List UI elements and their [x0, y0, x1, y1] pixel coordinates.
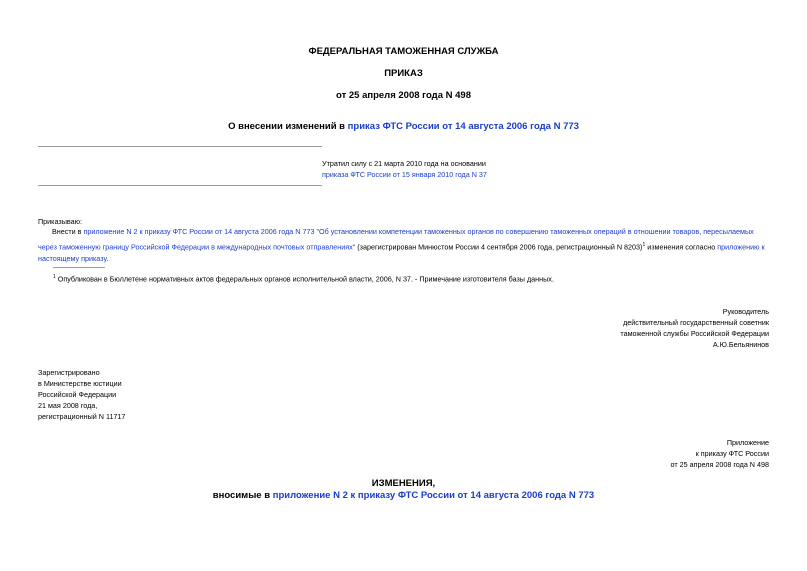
- appendix-line: от 25 апреля 2008 года N 498: [670, 460, 769, 469]
- changes-heading: ИЗМЕНЕНИЯ,: [371, 478, 436, 489]
- agency-name: ФЕДЕРАЛЬНАЯ ТАМОЖЕННАЯ СЛУЖБА: [308, 46, 499, 57]
- registration-line: Зарегистрировано: [38, 368, 100, 377]
- registration-line: 21 мая 2008 года,: [38, 401, 98, 410]
- signature-block: [420, 306, 769, 350]
- p1-mid: (зарегистрирован Минюстом России 4 сентября 2006 года, регистрационный N 8203): [355, 241, 643, 251]
- signature-line: А.Ю.Бельянинов: [712, 340, 769, 349]
- footnote-rule: [53, 267, 105, 268]
- status-rule-bottom: [38, 185, 322, 186]
- p1-start: Внести в: [52, 227, 84, 236]
- registration-block: [38, 367, 125, 422]
- document-title: [0, 121, 807, 132]
- appendix-line: к приказу ФТС России: [695, 449, 769, 458]
- order-word: Приказываю:: [38, 217, 82, 226]
- status-note-text: Утратил силу с 21 марта 2010 года на основании: [322, 159, 486, 168]
- status-rule-top: [38, 146, 322, 147]
- body-paragraph: [38, 226, 770, 266]
- p1-end: .: [106, 254, 109, 264]
- registration-line: Российской Федерации: [38, 390, 117, 399]
- p1-after: изменения согласно: [645, 241, 718, 251]
- signature-line: действительный государственный советник: [623, 318, 769, 327]
- footnote: [53, 272, 773, 284]
- title-prefix: О внесении изменений в: [228, 121, 348, 132]
- appendix-block: [420, 437, 769, 470]
- changes-sub-link[interactable]: приложение N 2 к приказу ФТС России от 14 августа 2006 года N 773: [272, 490, 595, 501]
- changes-subheading: [0, 490, 807, 501]
- footnote-text: Опубликован в Бюллетене нормативных актов федеральных органов исполнительной власти, 2006, N 37. - Примечание изготовителя базы данных.: [55, 274, 554, 284]
- document-type: ПРИКАЗ: [384, 68, 423, 79]
- signature-line: Руководитель: [722, 307, 769, 316]
- p1-link-attachment[interactable]: приложению к настоящему приказу: [38, 241, 765, 264]
- registration-line: в Министерстве юстиции: [38, 379, 122, 388]
- document-date: от 25 апреля 2008 года N 498: [336, 90, 471, 101]
- footnote-mark: 1: [53, 274, 56, 280]
- appendix-line: Приложение: [726, 438, 769, 447]
- title-link[interactable]: приказ ФТС России от 14 августа 2006 года N 773: [347, 121, 579, 132]
- signature-line: таможенной службы Российской Федерации: [620, 329, 769, 338]
- p1-link-appendix[interactable]: приложение N 2 к приказу ФТС России от 14 августа 2006 года N 773 "Об установлении компетенции таможенных органов по совершению таможенных операций в отношении товаров, пересылаемых через таможенную границу Российской Федерации в международных почтовых отправлениях": [38, 227, 754, 251]
- status-note-link[interactable]: приказа ФТС России от 15 января 2010 года N 37: [322, 170, 487, 179]
- p1-footnote-mark: 1: [642, 241, 646, 248]
- changes-sub-prefix: вносимые в: [212, 490, 273, 501]
- registration-line: регистрационный N 11717: [38, 412, 126, 421]
